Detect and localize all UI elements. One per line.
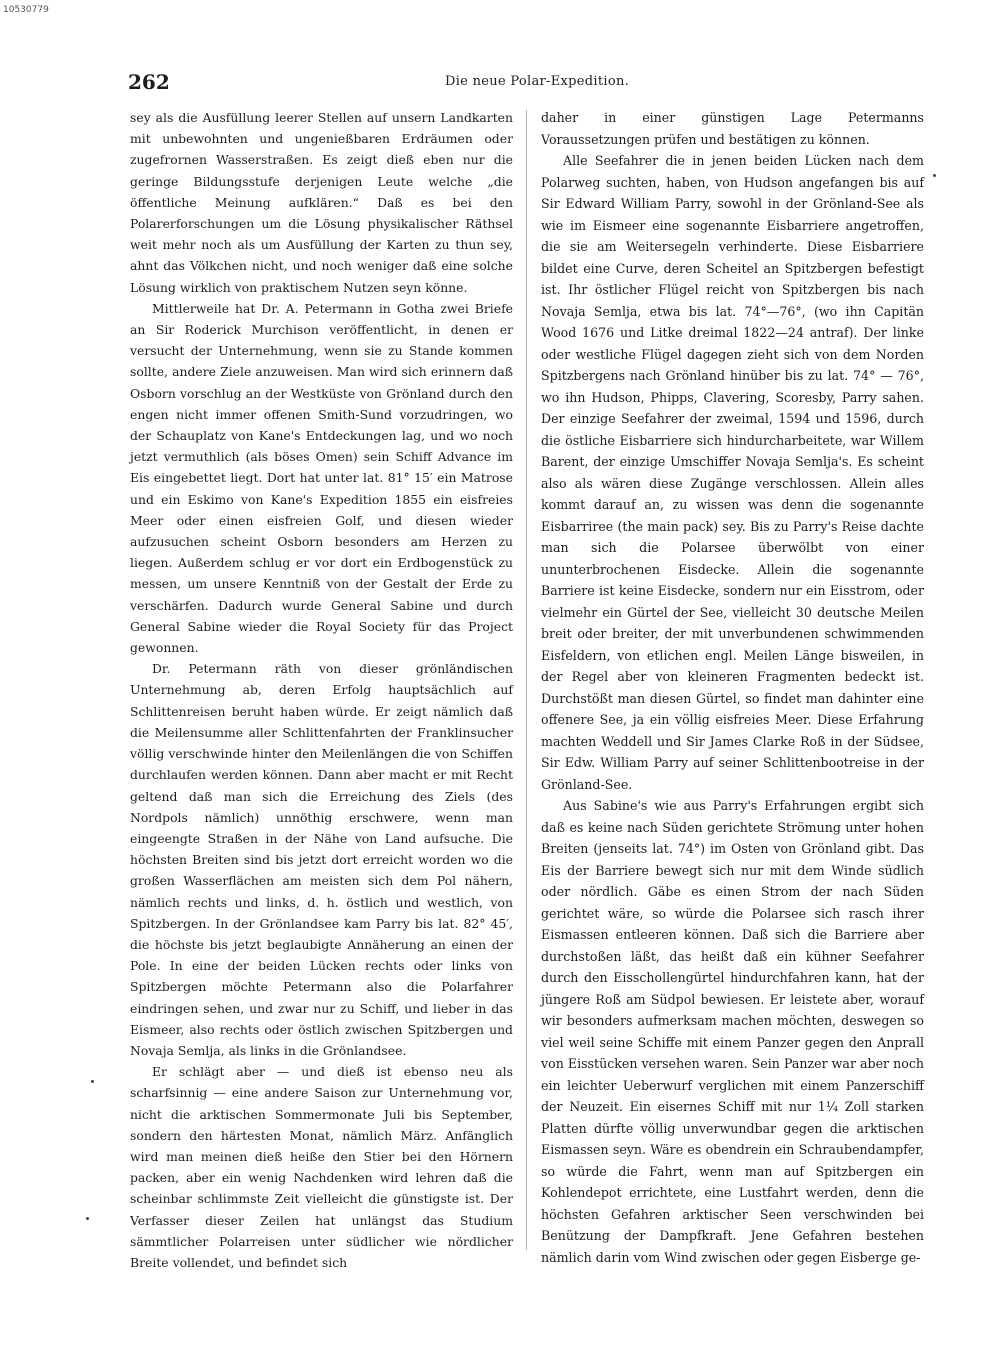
margin-speck: [91, 1080, 94, 1083]
right-column: [541, 107, 924, 1268]
paragraph: Mittlerweile hat Dr. A. Petermann in Gotha zwei Briefe an Sir Roderick Murchison veröffentlicht, in denen er versucht der Unternehmung, wenn sie zu Stande kommen sollte, andere Ziele anzuweisen. Man wird sich erinnern daß Osborn vorschlug an der Westküste von Grönland durch den engen nicht immer offenen Smith-Sund vorzudringen, wo der Schauplatz von Kane's Entdeckungen lag, und wo noch jetzt vermuthlich (als böses Omen) sein Schiff Advance im Eis eingebettet liegt. Dort hat unter lat. 81° 15′ ein Matrose und ein Eskimo von Kane's Expedition 1855 ein eisfreies Meer oder einen eisfreien Golf, und diesen wieder aufzusuchen scheint Osborn besonders am Herzen zu liegen. Außerdem schlug er vor dort ein Erdbogenstück zu messen, um unsere Kenntniß von der Gestalt der Erde zu verschärfen. Dadurch wurde General Sabine und durch General Sabine wieder die Royal Society für das Project gewonnen.: [130, 300, 513, 656]
scan-id: 10530779: [3, 5, 49, 15]
paragraph: Alle Seefahrer die in jenen beiden Lücken nach dem Polarweg suchten, haben, von Hudson angefangen bis auf Sir Edward William Parry, sowohl in der Grönland-See als wie im Eismeer eine sogenannte Eisbarriere angetroffen, die sie am Weitersegeln verhinderte. Diese Eisbarriere bildet eine Curve, deren Scheitel an Spitzbergen befestigt ist. Ihr östlicher Flügel reicht von Spitzbergen bis nach Novaja Semlja, etwa bis lat. 74°—76°, (wo ihn Capitän Wood 1676 und Litke dreimal 1822—24 antraf). Der linke oder westliche Flügel dagegen zieht sich von dem Norden Spitzbergens nach Grönland hinüber bis zu lat. 74° — 76°, wo ihn Hudson, Phipps, Clavering, Scoresby, Parry sahen. Der einzige Seefahrer der zweimal, 1594 und 1596, durch die östliche Eisbarriere sich hindurcharbeitete, war Willem Barent, der einzige Umschiffer Novaja Semlja's. Es scheint also als wären diese Zugänge verschlossen. Allein alles kommt darauf an, zu wissen was denn die sogenannte Eisbarriree (the main pack) sey. Bis zu Parry's Reise dachte man sich die Polarsee überwölbt von einer ununterbrochenen Eisdecke. Allein die sogenannte Barriere ist keine Eisdecke, sondern nur ein Eisstrom, oder vielmehr ein Gürtel der See, vielleicht 30 deutsche Meilen breit oder breiter, der mit unverbundenen schwimmenden Eisfeldern, von etlichen engl. Meilen Länge bisweilen, in der Regel aber von kleineren Fragmenten bedeckt ist. Durchstößt man diesen Gürtel, so findet man dahinter eine offenere See, ja ein völlig eisfreies Meer. Diese Erfahrung machten Weddell und Sir James Clarke Roß in der Südsee, Sir Edw. William Parry auf seiner Schlittenbootreise in der Grönland-See.: [541, 153, 924, 792]
column-divider: [526, 110, 527, 1250]
margin-speck: [933, 174, 936, 177]
paragraph: Aus Sabine's wie aus Parry's Erfahrungen ergibt sich daß es keine nach Süden gerichtete Strömung unter hohen Breiten (jenseits lat. 74°) im Osten von Grönland gibt. Das Eis der Barriere bewegt sich nur mit dem Winde südlich oder nördlich. Gäbe es einen Strom der nach Süden gerichtet wäre, so würde die Polarsee sich rasch ihrer Eismassen entleeren können. Daß sich die Barriere aber durchstoßen läßt, das heißt daß ein kühner Seefahrer durch den Eisschollengürtel hindurchfahren kann, hat der jüngere Roß am Südpol bewiesen. Er leistete aber, worauf wir besonders aufmerksam machen möchten, deswegen so viel weil seine Schiffe mit einem Panzer gegen den Anprall von Eisstücken versehen waren. Sein Panzer war aber noch ein leichter Ueberwurf verglichen mit einem Panzerschiff der Neuzeit. Ein eisernes Schiff mit nur 1¼ Zoll starken Platten dürfte völlig unverwundbar gegen die arktischen Eismassen seyn. Wäre es obendrein ein Schraubendampfer, so würde die Fahrt, wenn man auf Spitzbergen ein Kohlendepot errichtete, eine Lustfahrt werden, denn die höchsten Gefahren arktischer Seen verschwinden bei Benützung der Dampfkraft. Jene Gefahren bestehen nämlich darin vom Wind zwischen oder gegen Eisberge ge-: [541, 798, 924, 1265]
left-column: [130, 107, 513, 1273]
paragraph: sey als die Ausfüllung leerer Stellen auf unsern Landkarten mit unbewohnten und ungenießbaren Erdräumen oder zugefrornen Wasserstraßen. Es zeigt dieß eben nur die geringe Bildungsstufe derjenigen Leute welche „die öffentliche Meinung aufklären.“ Daß es bei den Polarerforschungen um die Lösung physikalischer Räthsel weit mehr noch als um Ausfüllung der Karten zu thun sey, ahnt das Völkchen nicht, und noch weniger daß eine solche Lösung wirklich von praktischem Nutzen seyn könne.: [130, 110, 513, 295]
running-title: Die neue Polar-Expedition.: [445, 74, 630, 89]
margin-speck: [86, 1217, 89, 1220]
page-number: 262: [128, 70, 170, 94]
paragraph: daher in einer günstigen Lage Petermanns Voraussetzungen prüfen und bestätigen zu können.: [541, 110, 924, 147]
paragraph: Dr. Petermann räth von dieser grönländischen Unternehmung ab, deren Erfolg hauptsächlich auf Schlittenreisen beruht haben würde. Er zeigt nämlich daß die Meilensumme aller Schlittenfahrten der Franklinsucher völlig verschwinde hinter den Meilenlängen die von Schiffen durchlaufen werden können. Dann aber macht er mit Recht geltend daß man sich die Erreichung des Ziels (des Nordpols nämlich) unnöthig erschwere, wenn man eingeengte Straßen in der Nähe von Land aufsuche. Die höchsten Breiten sind bis jetzt dort erreicht worden wo die großen Wasserflächen am meisten sich dem Pol nähern, nämlich rechts und links, d. h. östlich und westlich, von Spitzbergen. In der Grönlandsee kam Parry bis lat. 82° 45′, die höchste bis jetzt beglaubigte Annäherung an einen der Pole. In eine der beiden Lücken rechts oder links von Spitzbergen möchte Petermann also die Polarfahrer eindringen sehen, und zwar nur zu Schiff, und lieber in das Eismeer, also rechts oder östlich zwischen Spitzbergen und Novaja Semlja, als links in die Grönlandsee.: [130, 661, 513, 1058]
paragraph: Er schlägt aber — und dieß ist ebenso neu als scharfsinnig — eine andere Saison zur Unternehmung vor, nicht die arktischen Sommermonate Juli bis September, sondern den härtesten Monat, nämlich März. Anfänglich wird man meinen dieß heiße den Stier bei den Hörnern packen, aber ein wenig Nachdenken wird lehren daß die scheinbar schlimmste Zeit vielleicht die günstigste ist. Der Verfasser dieser Zeilen hat unlängst das Studium sämmtlicher Polarreisen unter südlicher wie nördlicher Breite vollendet, und befindet sich: [130, 1064, 513, 1270]
